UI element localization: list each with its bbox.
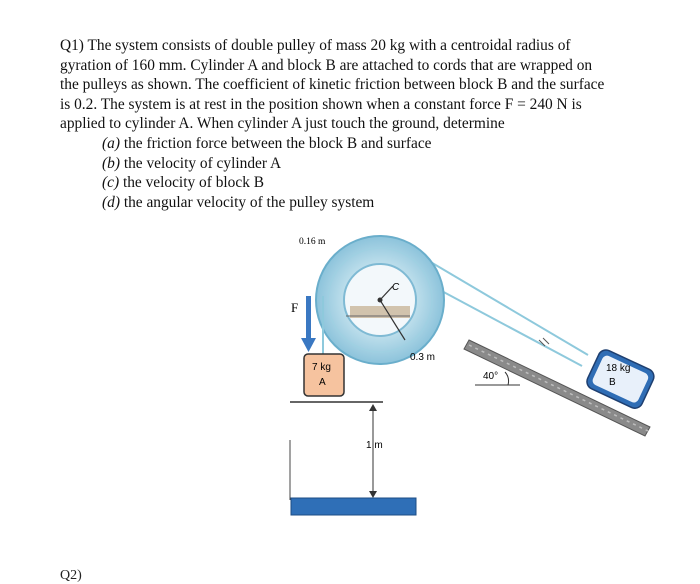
cylinder-a [304,354,344,396]
block-b-name: B [609,377,616,388]
part-c: (c) the velocity of block B [102,174,265,192]
force-arrow [301,296,316,352]
incline-angle-label: 40° [483,371,499,382]
question-line-5: applied to cylinder A. When cylinder A just touch the ground, determine [60,115,505,133]
part-d: (d) the angular velocity of the pulley system [102,193,375,211]
cylinder-a-name: A [319,377,326,388]
next-question-label: Q2) [60,568,82,583]
ground-slab [291,498,416,515]
part-a: (a) the friction force between the block B and surface [102,134,432,152]
pulley-center-point [378,298,383,303]
question-line-1: The system consists of double pulley of mass 20 kg with a centroidal radius of [87,37,571,54]
drop-height-label: 1 m [366,440,383,451]
cylinder-a-mass: 7 kg [312,362,331,373]
question-line-3: the pulleys as shown. The coefficient of kinetic friction between block B and the surface [60,76,605,94]
inner-radius-label: 0.16 m [299,237,326,247]
pulley-center-label: C [392,282,400,293]
part-b: (b) the velocity of cylinder A [102,154,282,172]
question-line-4: is 0.2. The system is at rest in the position shown when a constant force F = 240 N is [60,95,582,113]
question-label: Q1) [60,37,84,54]
force-label: F [291,300,299,315]
drop-height-dimension [369,404,377,498]
outer-radius-label: 0.3 m [410,352,436,363]
question-line-2: gyration of 160 mm. Cylinder A and block B are attached to cords that are wrapped on [60,56,593,74]
block-b-mass: 18 kg [606,363,631,374]
angle-arc [505,372,509,385]
